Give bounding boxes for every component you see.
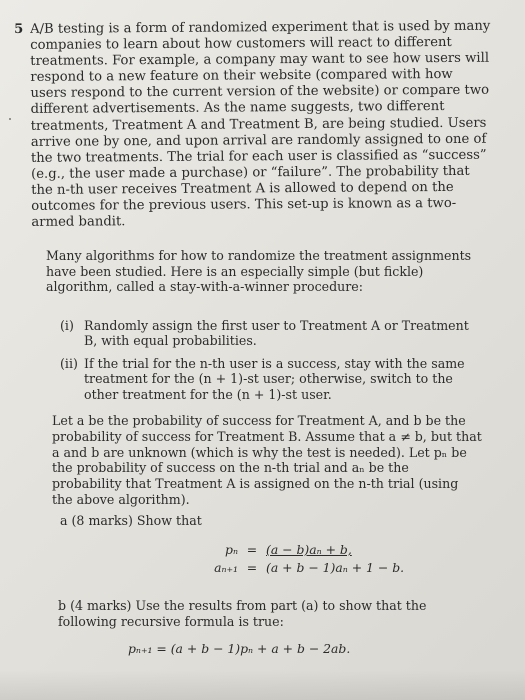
procedure-list	[60, 318, 480, 409]
equation-row	[200, 559, 404, 577]
page-shadow	[0, 670, 525, 700]
equation-lhs: aₙ₊₁	[214, 560, 238, 575]
setup-paragraph: Let a be the probability of success for Treatment A, and b be the probability of success for Treatment B. Assume that a ≠ b, but that a and b are unknown (which is why the test is needed). Let pₙ be the probability of success on the n-th trial and aₙ be the probability that Treatment A is assigned on the n-th trial (using the above algorithm).	[52, 413, 482, 507]
equation-lhs: pₙ	[225, 542, 238, 557]
list-item	[60, 318, 480, 349]
equation-block	[200, 541, 404, 577]
list-item	[60, 356, 480, 402]
algorithms-paragraph: Many algorithms for how to randomize the treatment assignments have been studied. Here is an especially simple (but fickle) algorithm, called a stay-with-a-winner procedure:	[46, 248, 472, 295]
question-number: 5	[14, 21, 24, 37]
equation-rhs: (a + b − 1)aₙ + 1 − b.	[266, 560, 405, 575]
list-item-number: (ii)	[60, 355, 78, 371]
intro-text: A/B testing is a form of randomized experiment that is used by many companies to learn about how customers will react to different treatments. For example, a company may want to see how users will respond to a new feature on their website (compared with how users respond to the current version of the website) or compare two different advertisements. As the name suggests, two different treatments, Treatment A and Treatment B, are being studied. Users arrive one by one, and upon arrival are randomly assigned to one of the two treatments. The trial for each user is classified as “success” (e.g., the user made a purchase) or “failure”. The probability that the n-th user receives Treatment A is allowed to depend on the outcomes for the previous users. This set-up is known as a two-armed bandit.	[29, 18, 491, 231]
equation-sign: =	[246, 542, 258, 557]
equation-row	[200, 541, 404, 559]
list-item-text: Randomly assign the first user to Treatment A or Treatment B, with equal probabilities.	[84, 318, 469, 349]
list-item-number: (i)	[60, 318, 74, 333]
intro-paragraph	[14, 19, 493, 232]
final-formula: pₙ₊₁ = (a + b − 1)pₙ + a + b − 2ab.	[128, 641, 351, 656]
equation-sign: =	[246, 560, 258, 575]
list-item-text: If the trial for the n-th user is a success, stay with the same treatment for the (n + 1)-st user; otherwise, switch to the other treatment for the (n + 1)-st user.	[84, 355, 465, 402]
equation-rhs: (a − b)aₙ + b,	[266, 542, 352, 557]
part-b-paragraph: b (4 marks) Use the results from part (a) to show that the following recursive formula is true:	[58, 598, 427, 629]
part-a-heading: a (8 marks) Show that	[60, 513, 202, 528]
margin-mark	[9, 118, 11, 120]
